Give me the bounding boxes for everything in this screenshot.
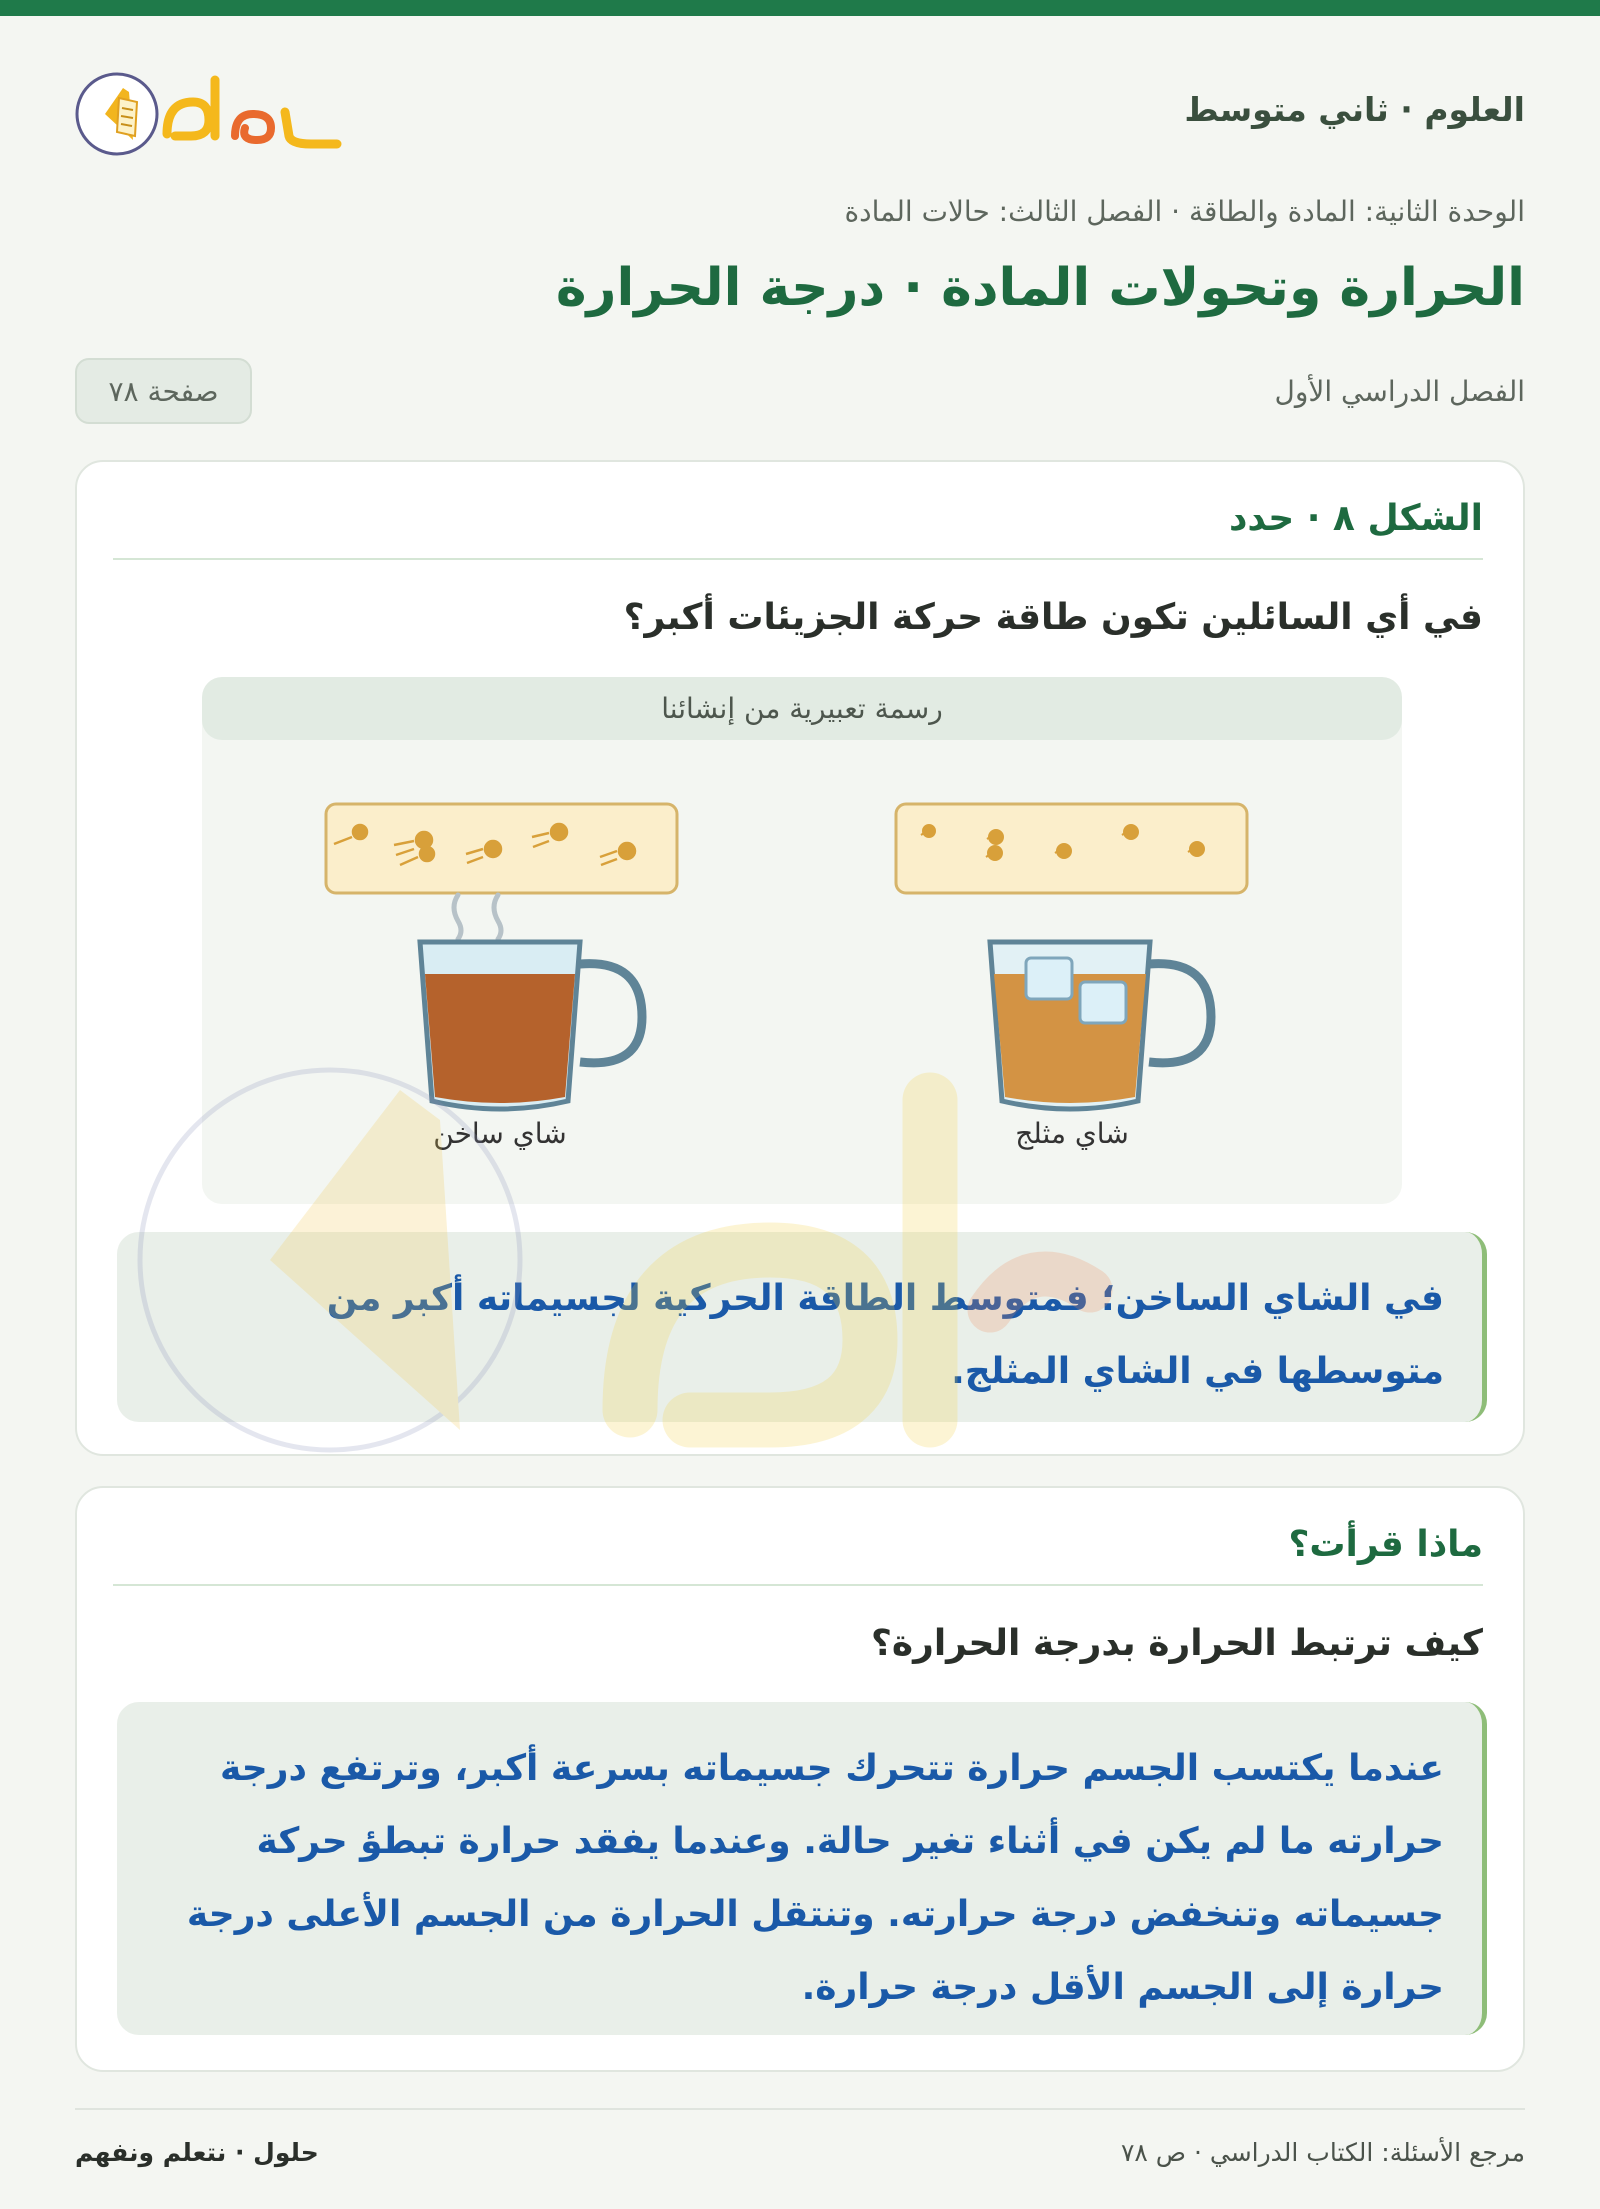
logo-icon [75,62,345,162]
hot-tea-cup [420,942,642,1109]
answer-box: في الشاي الساخن؛ فمتوسط الطاقة الحركية لجسيماته أكبر من متوسطها في الشاي المثلج. [117,1232,1487,1422]
card-divider [113,1584,1483,1586]
top-accent-bar [0,0,1600,16]
page-title: الحرارة وتحولات المادة · درجة الحرارة [555,258,1525,318]
footer-brand: حلول · نتعلم ونفهم [75,2138,319,2167]
page-header [75,62,1525,162]
page-number-badge: صفحة ٧٨ [75,358,252,424]
figure-question-card [75,460,1525,1456]
card-divider [113,558,1483,560]
question-text: كيف ترتبط الحرارة بدرجة الحرارة؟ [870,1623,1483,1664]
card-title: الشكل ٨ · حدد [1228,498,1483,539]
footer-divider [75,2108,1525,2110]
footer-reference: مرجع الأسئلة: الكتاب الدراسي · ص ٧٨ [1120,2138,1525,2167]
card-title: ماذا قرأت؟ [1288,1524,1483,1565]
hot-particles-box [326,804,677,893]
figure-caption: رسمة تعبيرية من إنشائنا [202,677,1402,740]
hot-tea-label: شاي ساخن [433,1117,567,1150]
iced-tea-cup [990,942,1211,1109]
breadcrumb: الوحدة الثانية: المادة والطاقة · الفصل الثالث: حالات المادة [844,195,1525,228]
reading-check-card [75,1486,1525,2072]
question-text: في أي السائلين تكون طاقة حركة الجزيئات أكبر؟ [623,597,1483,638]
iced-particles-box [896,804,1247,893]
semester-label: الفصل الدراسي الأول [1274,375,1525,408]
subject-title: العلوم · ثاني متوسط [1184,90,1525,129]
tea-illustration [202,677,1402,1204]
iced-tea-label: شاي مثلج [1015,1117,1129,1150]
site-logo[interactable] [75,62,345,162]
answer-box: عندما يكتسب الجسم حرارة تتحرك جسيماته بسرعة أكبر، وترتفع درجة حرارته ما لم يكن في أثناء تغير حالة. وعندما يفقد حرارة تبطؤ حركة جسيماته وتنخفض درجة حرارته. وتنتقل الحرارة من الجسم الأعلى درجة حرارة إلى الجسم الأقل درجة حرارة. [117,1702,1487,2035]
